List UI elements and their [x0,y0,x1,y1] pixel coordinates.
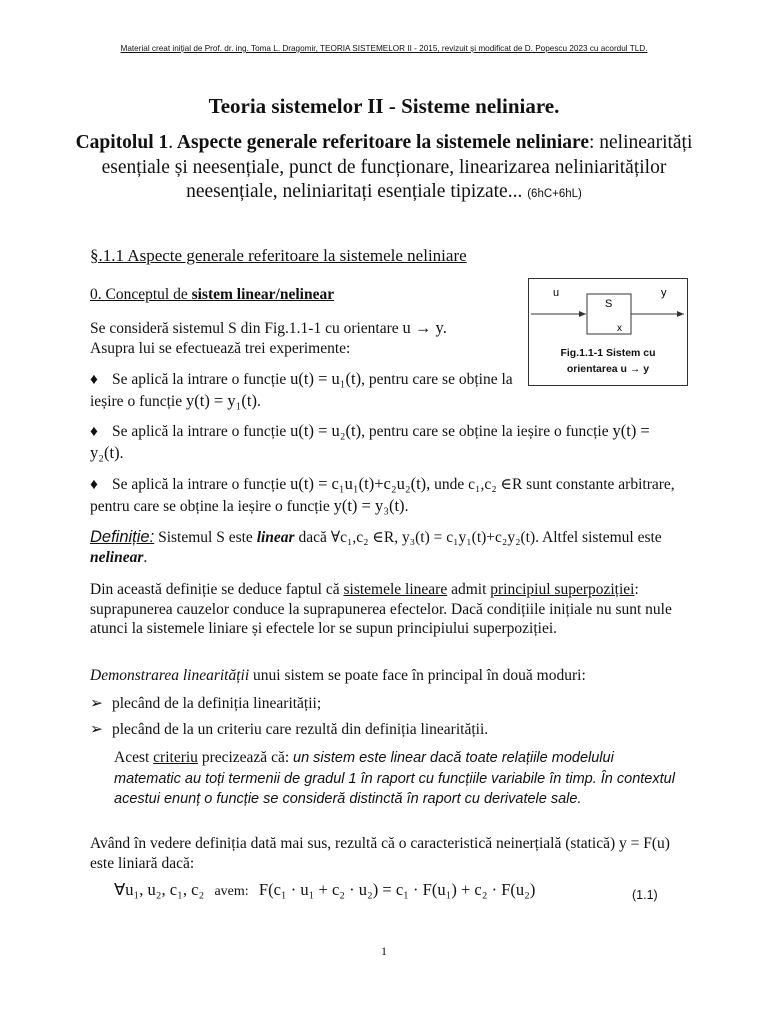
input-label: u [553,287,560,299]
experiment-1: ♦ Se aplică la intrare o funcție u(t) = u₁(t), pentru care se obține la ieșire o funcție y(t) = y₁(t). [90,369,513,410]
intro-paragraph: Se consideră sistemul S din Fig.1.1-1 cu orientare u → y. Asupra lui se efectuează trei experimente: [90,318,447,357]
subsection-title: 0. Conceptul de sistem linear/nelinear [90,286,335,303]
block-label: S [605,298,613,310]
equation-quantifier: ∀u₁, u₂, c₁, c₂ [114,880,205,899]
definition-paragraph: Definiție: Sistemul S este linear dacă ∀c₁,c₂ ∈R, y₃(t) = c₁y₁(t)+c₂y₂(t). Altfel sistemul este nelinear. [90,528,662,566]
chapter-label: Capitolul 1 [75,132,169,153]
equation-1-1: ∀u₁, u₂, c₁, c₂ avem: F(c₁ · u₁ + c₂ · u₂) = c₁ · F(u₁) + c₂ · F(u₂) [114,880,536,899]
page-number: 1 [381,944,387,958]
section-title: §.1.1 Aspecte generale referitoare la sistemele neliniare [90,246,467,265]
figure-caption: Fig.1.1-1 Sistem cu orientarea u → y [560,347,656,375]
block-diagram-figure [528,278,688,386]
demonstration-paragraph: Demonstrarea linearității unui sistem se poate face în principal în două moduri: [90,667,586,684]
method-item-1: ➢ plecând de la definiția linearității; [90,695,322,712]
superposition-paragraph: Din această definiție se deduce faptul că sistemele lineare admit principiul superpoziției: suprapunerea cauzelor conduce la suprapunerea efectelor. Dacă condițiile inițiale nu sunt nule atunci la sistemele liniare și efectele lor se supun principiului superpoziției. [90,581,672,637]
static-characteristic-paragraph: Având în vedere definiția dată mai sus, rezultă că o caracteristică neinerțială (statică) y = F(u) este liniară dacă: [90,835,670,872]
header-note: Material creat inițial de Prof. dr. ing. Toma L. Dragomir, TEORIA SISTEMELOR II - 2015, revizuit și modificat de D. Popescu 2023 cu acordul TLD. [120,44,648,53]
chapter-heading: Capitolul 1. Aspecte generale referitoare la sistemele neliniare: nelinearități esențiale și neesențiale, punct de funcționare, linearizarea neliniarităților neesențiale, neliniaritați esențiale tipizate... (6hC+6hL) [75,132,693,202]
experiment-3: ♦ Se aplică la intrare o funcție u(t) = c₁u₁(t)+c₂u₂(t), unde c₁,c₂ ∈R sunt constante arbitrare, pentru care se obține la ieșire o funcție y(t) = y₃(t). [90,474,675,515]
chapter-subtitle: : nelinearități esențiale și neesențiale, punct de funcționare, linearizarea neliniarităților neesențiale, neliniaritați esențiale tipizate... [101,132,693,202]
output-label: y [661,287,667,299]
equation-formula: F(c₁ · u₁ + c₂ · u₂) = c₁ · F(u₁) + c₂ · F(u₂) [258,880,536,899]
method-item-2: ➢ plecând de la un criteriu care rezultă din definiția linearității. [90,721,489,738]
document-title: Teoria sistemelor II - Sisteme neliniare. [208,94,560,118]
experiment-2: ♦ Se aplică la intrare o funcție u(t) = u₂(t), pentru care se obține la ieșire o funcție y(t) = y₂(t). [90,421,650,462]
chapter-hours-note: (6hC+6hL) [527,188,582,200]
definition-label: Definiție: [90,528,155,546]
perturbation-label: x [617,323,622,334]
criterion-paragraph: Acest criteriu precizează că: un sistem este linear dacă toate relațiile modelului matematic au toți termenii de gradul 1 în raport cu funcțiile variabile în timp. În contextul acestui enunț o funcție se consideră distinctă în raport cu derivatele sale. [114,749,675,807]
equation-number: (1.1) [632,888,658,902]
chapter-bold-title: Aspecte generale referitoare la sistemele neliniare [173,132,589,153]
